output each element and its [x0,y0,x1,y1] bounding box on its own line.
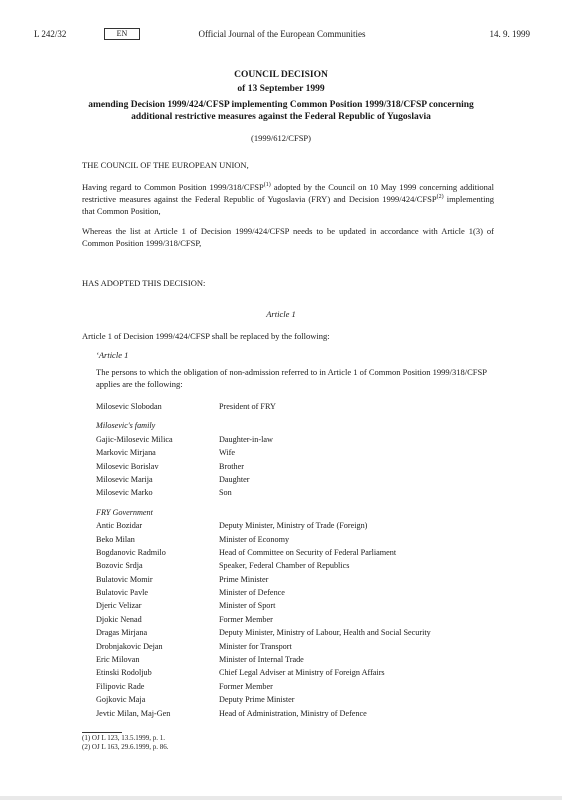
footnotes [82,734,168,752]
publication-date: 14. 9. 1999 [489,29,530,39]
family-heading: Milosevic's family [96,421,156,431]
government-heading: FRY Government [96,507,153,517]
person-name: Gajic-Milosevic Milica [96,434,173,444]
person-name: Milosevic Marko [96,488,153,498]
page-code: L 242/32 [34,29,67,39]
persons-list [96,400,516,720]
family-list [96,433,516,500]
article-heading: Article 1 [266,309,296,319]
list-item [96,666,516,679]
person-role: Brother [219,461,245,471]
person-name: Jevtic Milan, Maj-Gen [96,708,171,718]
decision-reference: (1999/612/CFSP) [251,133,311,143]
list-item [96,486,516,499]
person-name: Milosevic Slobodan [96,402,162,411]
list-item [96,653,516,666]
person-name: Eric Milovan [96,655,140,665]
list-item [96,680,516,693]
person-name: Bozovic Srdja [96,561,143,571]
footnote-ref-1: (1) [263,182,271,189]
footnote-1: (1) OJ L 123, 13.5.1999, p. 1. [82,734,165,742]
person-name: Markovic Mirjana [96,448,156,458]
person-name: Filipovic Rade [96,681,145,691]
person-role: Wife [219,448,236,458]
person-name: Bulatovic Momir [96,574,153,584]
footnote-2: (2) OJ L 163, 29.6.1999, p. 86. [82,743,169,751]
list-item [96,613,516,626]
journal-title: Official Journal of the European Communities [198,29,366,39]
journal-header [34,27,530,41]
person-role: Former Member [219,614,273,624]
having-text-3: implementing that Common Position, [82,194,494,216]
person-role: Chief Legal Adviser at Ministry of Foreign Affairs [219,668,385,678]
decision-date: of 13 September 1999 [237,84,325,94]
list-item [96,573,516,586]
list-item [96,473,516,486]
person-role: Son [219,488,232,498]
person-role: President of FRY [219,402,276,411]
whereas-paragraph: Whereas the list at Article 1 of Decision 1999/424/CFSP needs to be updated in accordance with Article 1(3) of Common Position 1999/318/CFSP, [82,226,494,248]
decision-subject: amending Decision 1999/424/CFSP implementing Common Position 1999/318/CFSP concerning additional restrictive measures against the Federal Republic of Yugoslavia [88,100,474,122]
person-name: Milosevic Marija [96,474,153,484]
person-role: Daughter-in-law [219,434,273,444]
list-item [96,460,516,473]
person-role: Head of Administration, Ministry of Defence [219,708,367,718]
person-name: Etinski Rodoljub [96,668,152,678]
list-item [96,446,516,459]
council-line: THE COUNCIL OF THE EUROPEAN UNION, [82,160,249,170]
person-name: Antic Bozidar [96,521,143,531]
person-role: Daughter [219,474,250,484]
person-role: Head of Committee on Security of Federal Parliament [219,547,397,557]
having-regard-paragraph [82,181,494,217]
list-item [96,559,516,572]
list-item [96,533,516,546]
person-name: Djokic Nenad [96,614,142,624]
person-name: Bulatovic Pavle [96,588,149,598]
quoted-article-heading: ‘Article 1 [96,350,129,360]
footnote-ref-2: (2) [436,194,444,201]
section-heading [96,419,516,432]
person-role: Former Member [219,681,273,691]
list-item [96,586,516,599]
person-role: Deputy Minister, Ministry of Trade (Foreign) [219,521,368,531]
having-text-2: adopted by the Council on 10 May 1999 concerning additional restrictive measures against the Federal Republic of Yugoslavia (FRY) and Decision 1999/424/CFSP [82,182,494,204]
person-role: Prime Minister [219,574,269,584]
persons-paragraph: The persons to which the obligation of non-admission referred to in Article 1 of Common Position 1999/318/CFSP applies are the following: [96,367,487,389]
person-name: Beko Milan [96,534,135,544]
person-role: Minister for Transport [219,641,292,651]
person-role: Minister of Economy [219,534,290,544]
person-name: Djeric Velizar [96,601,142,611]
section-heading [96,506,516,519]
government-list [96,519,516,720]
list-item [96,640,516,653]
person-role: Minister of Sport [219,601,276,611]
list-item [96,400,516,413]
list-item [96,707,516,720]
person-name: Drobnjakovic Dejan [96,641,163,651]
person-role: Minister of Internal Trade [219,655,304,665]
language-box: EN [104,28,140,40]
person-name: Bogdanovic Radmilo [96,547,166,557]
person-role: Deputy Minister, Ministry of Labour, Health and Social Security [219,628,431,638]
list-item [96,519,516,532]
list-item [96,599,516,612]
footnote-divider [82,732,122,733]
list-item [96,693,516,706]
having-text-1: Having regard to Common Position 1999/318/CFSP [82,182,264,192]
list-item [96,546,516,559]
person-role: Minister of Defence [219,588,285,598]
person-name: Gojkovic Maja [96,695,146,705]
decision-title: COUNCIL DECISION [234,70,328,80]
person-role: Speaker, Federal Chamber of Republics [219,561,350,571]
person-role: Deputy Prime Minister [219,695,295,705]
replacement-paragraph: Article 1 of Decision 1999/424/CFSP shall be replaced by the following: [82,331,330,341]
adopted-line: HAS ADOPTED THIS DECISION: [82,278,206,288]
person-name: Dragas Mirjana [96,628,148,638]
person-name: Milosevic Borislav [96,461,159,471]
list-item [96,433,516,446]
list-item [96,626,516,639]
